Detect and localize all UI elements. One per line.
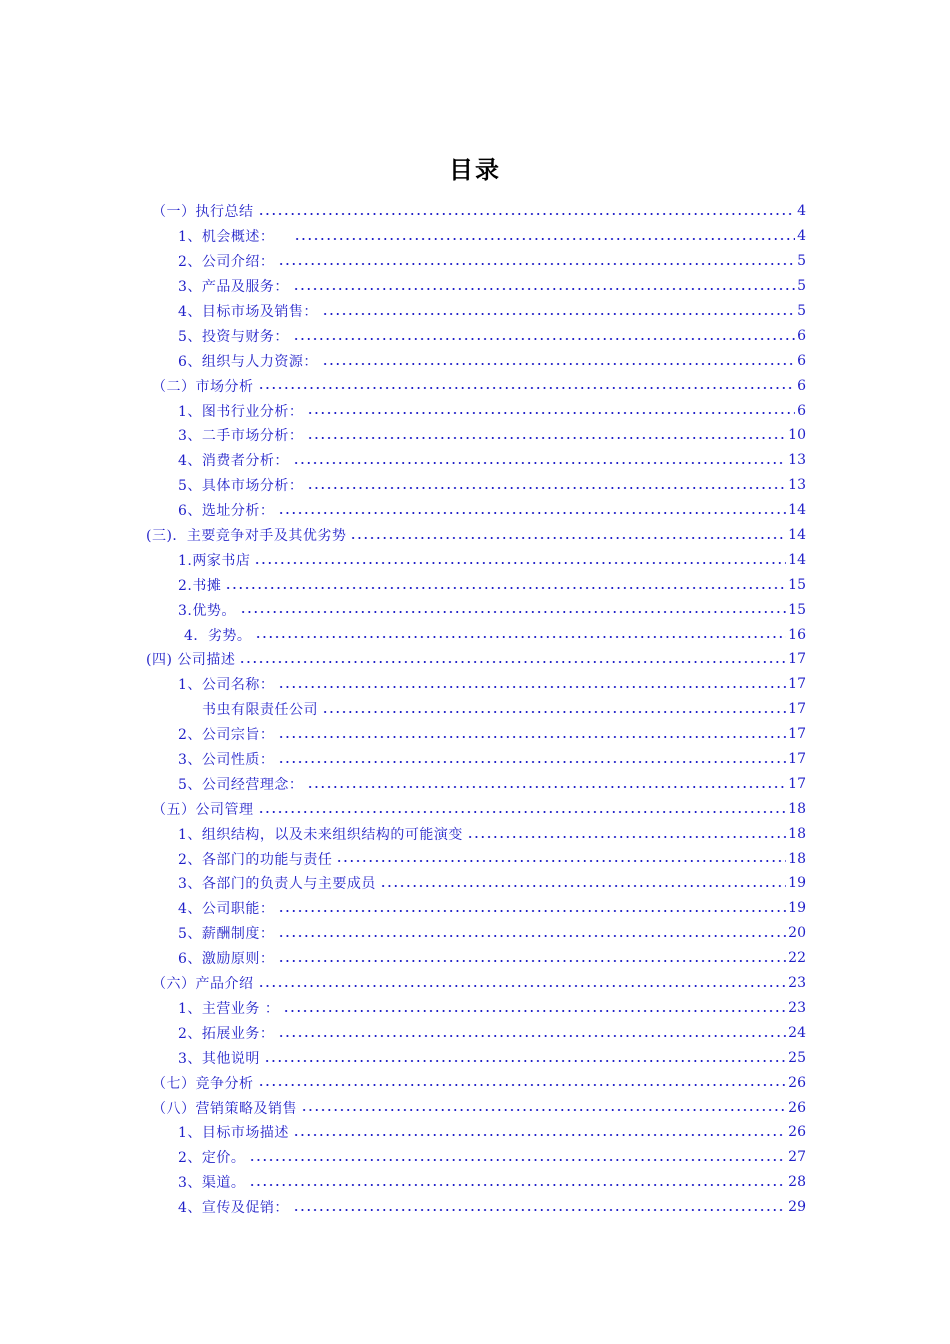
toc-entry[interactable]	[178, 348, 806, 373]
toc-entry[interactable]	[178, 398, 806, 423]
toc-entry[interactable]	[184, 622, 806, 647]
toc-entry-label: 1.两家书店	[178, 552, 251, 569]
toc-entry-label: 6、激励原则：	[178, 951, 275, 968]
dot-leader	[240, 603, 786, 617]
dot-leader	[258, 1076, 787, 1090]
toc-entry-label: 3、其他说明	[178, 1050, 260, 1067]
toc-entry-label: 5、投资与财务：	[178, 328, 289, 345]
toc-entry[interactable]	[178, 1120, 806, 1145]
toc-entry[interactable]	[178, 996, 806, 1021]
dot-leader	[350, 528, 786, 542]
toc-entry[interactable]	[178, 896, 806, 921]
toc-entry-page-number: 15	[788, 601, 806, 618]
toc-entry[interactable]	[178, 1145, 806, 1170]
toc-entry-page-number: 20	[788, 925, 806, 942]
toc-entry[interactable]	[178, 921, 806, 946]
toc-entry-page-number: 19	[788, 875, 806, 892]
toc-entry-label: 5、具体市场分析：	[178, 478, 304, 495]
dot-leader	[322, 354, 795, 368]
dot-leader	[278, 901, 786, 915]
dot-leader	[239, 652, 786, 666]
toc-entry-label: 4、目标市场及销售：	[178, 304, 318, 320]
dot-leader	[278, 1026, 786, 1040]
toc-entry-label: 2、定价。	[178, 1150, 246, 1167]
toc-entry-page-number: 27	[788, 1149, 806, 1166]
toc-entry-page-number: 6	[797, 377, 806, 394]
toc-entry-page-number: 17	[788, 701, 806, 718]
toc-entry[interactable]	[178, 1195, 806, 1220]
toc-entry-label: （六）产品介绍	[152, 976, 254, 993]
dot-leader	[322, 702, 786, 716]
toc-entry-page-number: 13	[788, 477, 806, 494]
toc-entry-label: 6、组织与人力资源：	[178, 353, 318, 370]
toc-entry-label: 1、公司名称：	[178, 677, 275, 694]
toc-entry-page-number: 19	[788, 900, 806, 917]
toc-entry-label: 5、公司经营理念：	[178, 776, 304, 793]
toc-entry-page-number: 17	[788, 651, 806, 668]
toc-entry-page-number: 4	[797, 203, 806, 220]
toc-entry-label: 3、二手市场分析：	[178, 428, 304, 445]
toc-entry[interactable]	[178, 224, 806, 249]
toc-entry-page-number: 18	[788, 850, 806, 867]
dot-leader	[293, 1200, 786, 1214]
dot-leader	[278, 951, 786, 965]
toc-entry-label: 3、产品及服务：	[178, 279, 289, 296]
toc-entry[interactable]	[152, 796, 806, 821]
toc-entry-label: 4、消费者分析：	[178, 453, 289, 470]
toc-entry-label: 3、各部门的负责人与主要成员	[178, 876, 376, 893]
toc-entry-page-number: 6	[797, 402, 806, 419]
toc-entry-page-number: 22	[788, 950, 806, 967]
dot-leader	[249, 1175, 786, 1189]
toc-entry[interactable]	[202, 697, 806, 722]
toc-entry-label: （七）竞争分析	[152, 1075, 254, 1092]
dot-leader	[264, 1051, 786, 1065]
toc-entry[interactable]	[152, 373, 806, 398]
toc-entry-page-number: 17	[788, 775, 806, 792]
toc-entry[interactable]	[178, 1045, 806, 1070]
toc-entry-label: (四) 公司描述	[146, 652, 236, 669]
dot-leader	[307, 404, 795, 418]
toc-entry[interactable]	[178, 448, 806, 473]
toc-entry-label: 1、目标市场描述	[178, 1125, 289, 1142]
toc-entry[interactable]	[152, 1070, 806, 1095]
toc-entry-page-number: 26	[788, 1099, 806, 1116]
dot-leader	[278, 503, 786, 517]
toc-entry-label: 6、选址分析：	[178, 503, 275, 520]
dot-leader	[258, 802, 787, 816]
toc-entry[interactable]	[178, 572, 806, 597]
toc-entry[interactable]	[152, 199, 806, 224]
toc-entry-label: 5、薪酬制度：	[178, 926, 275, 943]
dot-leader	[293, 329, 795, 343]
toc-entry[interactable]	[178, 846, 806, 871]
toc-entry[interactable]	[178, 547, 806, 572]
toc-entry-page-number: 23	[788, 975, 806, 992]
toc-entry[interactable]	[146, 647, 806, 672]
toc-entry-page-number: 13	[788, 452, 806, 469]
toc-entry-page-number: 25	[788, 1049, 806, 1066]
toc-entry[interactable]	[178, 299, 806, 324]
toc-entry-page-number: 6	[797, 327, 806, 344]
dot-leader	[293, 279, 795, 293]
toc-entry-page-number: 14	[788, 502, 806, 519]
toc-entry-page-number: 14	[788, 551, 806, 568]
toc-entry[interactable]	[178, 274, 806, 299]
toc-entry[interactable]	[178, 597, 806, 622]
toc-entry[interactable]	[178, 1020, 806, 1045]
toc-entry-label: 2、公司宗旨：	[178, 727, 275, 744]
toc-entry-label: 1、机会概述：	[178, 229, 275, 246]
dot-leader	[283, 1001, 786, 1015]
toc-entry-label: 书虫有限责任公司	[202, 702, 318, 719]
toc-entry-page-number: 28	[788, 1174, 806, 1191]
toc-entry-page-number: 10	[788, 427, 806, 444]
dot-leader	[249, 1150, 786, 1164]
toc-entry-page-number: 17	[788, 726, 806, 743]
dot-leader	[293, 1125, 786, 1139]
toc-entry-label: （一）执行总结	[152, 204, 254, 221]
toc-entry[interactable]	[178, 722, 806, 747]
dot-leader	[307, 777, 786, 791]
toc-entry[interactable]	[152, 1095, 806, 1120]
page-title: 目录	[449, 156, 501, 184]
toc-entry-page-number: 23	[788, 999, 806, 1016]
toc-entry-page-number: 5	[797, 278, 806, 295]
toc-entry-label: 2、公司介绍：	[178, 254, 275, 271]
toc-entry-page-number: 4	[797, 228, 806, 245]
toc-entry-label: 1、组织结构，以及未来组织结构的可能演变	[178, 826, 463, 843]
toc-entry[interactable]	[178, 323, 806, 348]
toc-entry-page-number: 5	[797, 253, 806, 270]
dot-leader	[380, 876, 786, 890]
toc-entry[interactable]	[178, 672, 806, 697]
dot-leader	[322, 304, 795, 318]
toc-entry-page-number: 6	[797, 352, 806, 369]
toc-entry-page-number: 17	[788, 676, 806, 693]
dot-leader	[258, 204, 796, 218]
toc-entry-label: （五）公司管理	[152, 801, 254, 818]
toc-entry-label: 2.书摊	[178, 577, 222, 594]
toc-entry[interactable]	[178, 821, 806, 846]
toc-entry-page-number: 17	[788, 751, 806, 768]
toc-entry-label: 2、拓展业务：	[178, 1025, 275, 1042]
toc-entry-page-number: 5	[797, 303, 806, 319]
toc-entry-page-number: 15	[788, 576, 806, 593]
toc-entry-label: 3、渠道。	[178, 1175, 246, 1192]
toc-entry-label: 1、图书行业分析：	[178, 403, 304, 420]
dot-leader	[254, 553, 786, 567]
toc-entry[interactable]	[152, 971, 806, 996]
toc-entry-label: 4、宣传及促销：	[178, 1200, 289, 1217]
dot-leader	[293, 453, 786, 467]
toc-entry[interactable]	[178, 473, 806, 498]
toc-entry-label: （八）营销策略及销售	[152, 1100, 297, 1117]
toc-entry-page-number: 26	[788, 1124, 806, 1141]
toc-entry-page-number: 18	[788, 825, 806, 842]
dot-leader	[278, 727, 786, 741]
toc-entry-label: 3、公司性质：	[178, 752, 275, 769]
toc-entry[interactable]	[178, 249, 806, 274]
dot-leader	[278, 752, 786, 766]
toc-entry[interactable]	[178, 747, 806, 772]
toc-entry-page-number: 29	[788, 1199, 806, 1216]
toc-entry-label: 1、主营业务 ：	[178, 1000, 280, 1017]
dot-leader	[301, 1101, 786, 1115]
dot-leader	[294, 229, 795, 243]
toc-entry-label: 4、公司职能：	[178, 901, 275, 918]
dot-leader	[307, 478, 786, 492]
dot-leader	[307, 428, 786, 442]
dot-leader	[255, 628, 786, 642]
toc-entry-label: （二）市场分析	[152, 378, 254, 395]
dot-leader	[258, 379, 796, 393]
toc-entry-page-number: 14	[788, 527, 806, 544]
toc-entry[interactable]	[178, 771, 806, 796]
toc-entry[interactable]	[178, 423, 806, 448]
toc-entry-label: (三)．主要竞争对手及其优劣势	[146, 528, 347, 545]
dot-leader	[278, 926, 786, 940]
toc-entry-label: 4．劣势。	[184, 627, 252, 644]
table-of-contents	[0, 199, 950, 1220]
toc-entry-page-number: 18	[788, 800, 806, 817]
toc-entry[interactable]	[178, 946, 806, 971]
dot-leader	[278, 254, 795, 268]
toc-entry[interactable]	[178, 498, 806, 523]
toc-entry-page-number: 24	[788, 1024, 806, 1041]
dot-leader	[225, 578, 786, 592]
toc-entry-label: 2、各部门的功能与责任	[178, 851, 333, 868]
dot-leader	[278, 677, 786, 691]
toc-entry-label: 3.优势。	[178, 602, 236, 619]
toc-entry-page-number: 26	[788, 1074, 806, 1091]
toc-entry[interactable]	[178, 1170, 806, 1195]
dot-leader	[467, 827, 786, 841]
toc-entry-page-number: 16	[788, 626, 806, 643]
toc-entry[interactable]	[178, 871, 806, 896]
toc-entry[interactable]	[146, 523, 806, 548]
dot-leader	[336, 852, 786, 866]
dot-leader	[258, 976, 787, 990]
